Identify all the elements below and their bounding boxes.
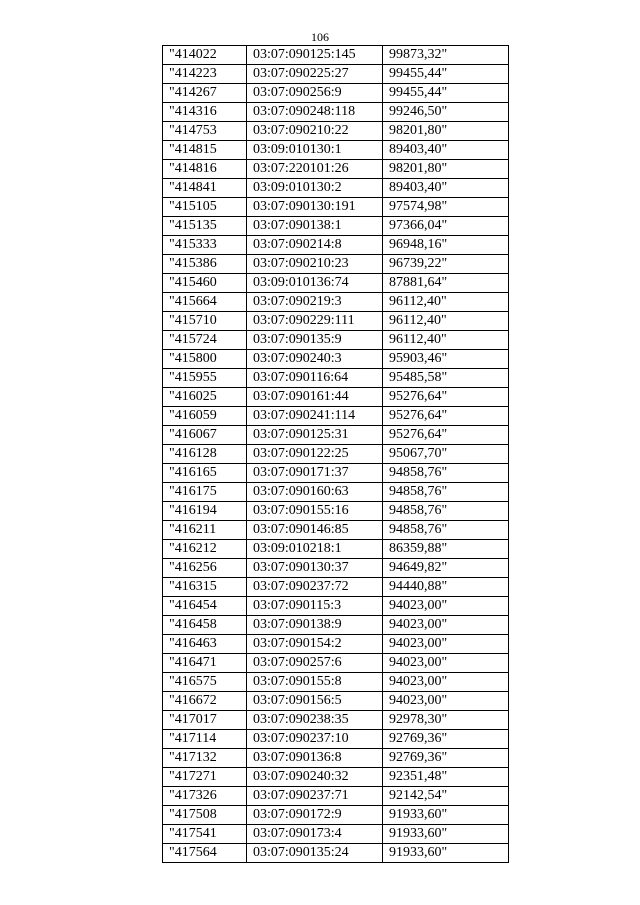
record-number-cell: "417564 <box>163 844 247 863</box>
value-cell: 94858,76" <box>383 464 509 483</box>
value-cell: 97574,98" <box>383 198 509 217</box>
value-cell: 95276,64" <box>383 407 509 426</box>
cadastral-number-cell: 03:09:010130:2 <box>247 179 383 198</box>
value-cell: 86359,88" <box>383 540 509 559</box>
table-row <box>163 806 509 825</box>
value-cell: 99455,44" <box>383 84 509 103</box>
value-cell: 95276,64" <box>383 388 509 407</box>
cadastral-number-cell: 03:07:090238:35 <box>247 711 383 730</box>
record-number-cell: "414223 <box>163 65 247 84</box>
record-number-cell: "417508 <box>163 806 247 825</box>
cadastral-number-cell: 03:07:090240:32 <box>247 768 383 787</box>
cadastral-number-cell: 03:07:090122:25 <box>247 445 383 464</box>
cadastral-number-cell: 03:07:090130:191 <box>247 198 383 217</box>
cadastral-number-cell: 03:07:090237:72 <box>247 578 383 597</box>
record-number-cell: "416471 <box>163 654 247 673</box>
table-row <box>163 274 509 293</box>
record-number-cell: "416463 <box>163 635 247 654</box>
table-row <box>163 160 509 179</box>
cadastral-number-cell: 03:07:090256:9 <box>247 84 383 103</box>
cadastral-number-cell: 03:09:010136:74 <box>247 274 383 293</box>
value-cell: 99455,44" <box>383 65 509 84</box>
table-row <box>163 749 509 768</box>
record-number-cell: "415386 <box>163 255 247 274</box>
value-cell: 94649,82" <box>383 559 509 578</box>
value-cell: 96948,16" <box>383 236 509 255</box>
record-number-cell: "415460 <box>163 274 247 293</box>
value-cell: 94858,76" <box>383 521 509 540</box>
table-row <box>163 540 509 559</box>
cadastral-number-cell: 03:09:010130:1 <box>247 141 383 160</box>
cadastral-number-cell: 03:07:090155:16 <box>247 502 383 521</box>
record-number-cell: "415800 <box>163 350 247 369</box>
value-cell: 94023,00" <box>383 654 509 673</box>
record-number-cell: "416212 <box>163 540 247 559</box>
table-row <box>163 198 509 217</box>
record-number-cell: "414815 <box>163 141 247 160</box>
cadastral-number-cell: 03:07:090161:44 <box>247 388 383 407</box>
table-row <box>163 787 509 806</box>
table-row <box>163 350 509 369</box>
table-row <box>163 407 509 426</box>
value-cell: 91933,60" <box>383 825 509 844</box>
table-row <box>163 559 509 578</box>
cadastral-number-cell: 03:07:090125:145 <box>247 46 383 65</box>
record-number-cell: "416454 <box>163 597 247 616</box>
table-row <box>163 844 509 863</box>
table-row <box>163 825 509 844</box>
record-number-cell: "416128 <box>163 445 247 464</box>
data-table <box>162 45 509 863</box>
value-cell: 96112,40" <box>383 312 509 331</box>
table-row <box>163 502 509 521</box>
value-cell: 89403,40" <box>383 141 509 160</box>
value-cell: 92978,30" <box>383 711 509 730</box>
cadastral-number-cell: 03:07:090135:24 <box>247 844 383 863</box>
record-number-cell: "416067 <box>163 426 247 445</box>
record-number-cell: "417326 <box>163 787 247 806</box>
table-row <box>163 768 509 787</box>
cadastral-number-cell: 03:07:090214:8 <box>247 236 383 255</box>
value-cell: 92769,36" <box>383 749 509 768</box>
record-number-cell: "416175 <box>163 483 247 502</box>
cadastral-number-cell: 03:07:090135:9 <box>247 331 383 350</box>
cadastral-number-cell: 03:07:090116:64 <box>247 369 383 388</box>
cadastral-number-cell: 03:07:090136:8 <box>247 749 383 768</box>
cadastral-number-cell: 03:07:090225:27 <box>247 65 383 84</box>
value-cell: 95485,58" <box>383 369 509 388</box>
cadastral-number-cell: 03:07:090171:37 <box>247 464 383 483</box>
value-cell: 91933,60" <box>383 806 509 825</box>
record-number-cell: "414753 <box>163 122 247 141</box>
value-cell: 99873,32" <box>383 46 509 65</box>
table-row <box>163 65 509 84</box>
record-number-cell: "414841 <box>163 179 247 198</box>
value-cell: 95903,46" <box>383 350 509 369</box>
record-number-cell: "416672 <box>163 692 247 711</box>
record-number-cell: "414022 <box>163 46 247 65</box>
value-cell: 98201,80" <box>383 122 509 141</box>
value-cell: 95276,64" <box>383 426 509 445</box>
record-number-cell: "416256 <box>163 559 247 578</box>
record-number-cell: "415724 <box>163 331 247 350</box>
record-number-cell: "416165 <box>163 464 247 483</box>
value-cell: 94023,00" <box>383 635 509 654</box>
value-cell: 91933,60" <box>383 844 509 863</box>
cadastral-number-cell: 03:07:090172:9 <box>247 806 383 825</box>
value-cell: 94440,88" <box>383 578 509 597</box>
record-number-cell: "417132 <box>163 749 247 768</box>
table-row <box>163 578 509 597</box>
table-row <box>163 692 509 711</box>
table-row <box>163 426 509 445</box>
record-number-cell: "415710 <box>163 312 247 331</box>
value-cell: 89403,40" <box>383 179 509 198</box>
value-cell: 98201,80" <box>383 160 509 179</box>
table-row <box>163 369 509 388</box>
table-row <box>163 122 509 141</box>
cadastral-number-cell: 03:07:090125:31 <box>247 426 383 445</box>
record-number-cell: "416575 <box>163 673 247 692</box>
table-row <box>163 388 509 407</box>
table-row <box>163 464 509 483</box>
record-number-cell: "414816 <box>163 160 247 179</box>
record-number-cell: "416059 <box>163 407 247 426</box>
value-cell: 87881,64" <box>383 274 509 293</box>
table-row <box>163 331 509 350</box>
record-number-cell: "415105 <box>163 198 247 217</box>
value-cell: 96112,40" <box>383 331 509 350</box>
record-number-cell: "415664 <box>163 293 247 312</box>
record-number-cell: "415333 <box>163 236 247 255</box>
record-number-cell: "417271 <box>163 768 247 787</box>
value-cell: 92769,36" <box>383 730 509 749</box>
value-cell: 99246,50" <box>383 103 509 122</box>
cadastral-number-cell: 03:07:090219:3 <box>247 293 383 312</box>
record-number-cell: "416211 <box>163 521 247 540</box>
cadastral-number-cell: 03:07:090173:4 <box>247 825 383 844</box>
cadastral-number-cell: 03:07:090130:37 <box>247 559 383 578</box>
cadastral-number-cell: 03:07:090138:1 <box>247 217 383 236</box>
table-row <box>163 483 509 502</box>
record-number-cell: "415135 <box>163 217 247 236</box>
table-body <box>163 46 509 863</box>
value-cell: 97366,04" <box>383 217 509 236</box>
cadastral-number-cell: 03:07:090210:23 <box>247 255 383 274</box>
record-number-cell: "416194 <box>163 502 247 521</box>
table-row <box>163 84 509 103</box>
cadastral-number-cell: 03:07:090248:118 <box>247 103 383 122</box>
cadastral-number-cell: 03:07:090257:6 <box>247 654 383 673</box>
cadastral-number-cell: 03:07:090237:71 <box>247 787 383 806</box>
cadastral-number-cell: 03:07:090241:114 <box>247 407 383 426</box>
cadastral-number-cell: 03:07:090115:3 <box>247 597 383 616</box>
table-row <box>163 711 509 730</box>
record-number-cell: "417114 <box>163 730 247 749</box>
table-row <box>163 46 509 65</box>
table-row <box>163 179 509 198</box>
table-row <box>163 616 509 635</box>
table-row <box>163 445 509 464</box>
table-row <box>163 293 509 312</box>
cadastral-number-cell: 03:07:090146:85 <box>247 521 383 540</box>
table-row <box>163 635 509 654</box>
record-number-cell: "414267 <box>163 84 247 103</box>
value-cell: 92142,54" <box>383 787 509 806</box>
table-row <box>163 654 509 673</box>
cadastral-number-cell: 03:07:090210:22 <box>247 122 383 141</box>
table-row <box>163 141 509 160</box>
cadastral-number-cell: 03:07:090240:3 <box>247 350 383 369</box>
record-number-cell: "416458 <box>163 616 247 635</box>
value-cell: 92351,48" <box>383 768 509 787</box>
page-number: 106 <box>311 30 329 44</box>
value-cell: 94023,00" <box>383 616 509 635</box>
cadastral-number-cell: 03:09:010218:1 <box>247 540 383 559</box>
table-row <box>163 312 509 331</box>
table-row <box>163 217 509 236</box>
value-cell: 94023,00" <box>383 597 509 616</box>
table-row <box>163 730 509 749</box>
cadastral-number-cell: 03:07:220101:26 <box>247 160 383 179</box>
cadastral-number-cell: 03:07:090138:9 <box>247 616 383 635</box>
record-number-cell: "417017 <box>163 711 247 730</box>
cadastral-number-cell: 03:07:090237:10 <box>247 730 383 749</box>
record-number-cell: "414316 <box>163 103 247 122</box>
value-cell: 95067,70" <box>383 445 509 464</box>
table-row <box>163 236 509 255</box>
cadastral-number-cell: 03:07:090229:111 <box>247 312 383 331</box>
table-row <box>163 103 509 122</box>
cadastral-number-cell: 03:07:090156:5 <box>247 692 383 711</box>
value-cell: 94023,00" <box>383 692 509 711</box>
record-number-cell: "417541 <box>163 825 247 844</box>
table-row <box>163 255 509 274</box>
record-number-cell: "415955 <box>163 369 247 388</box>
table-row <box>163 597 509 616</box>
cadastral-number-cell: 03:07:090154:2 <box>247 635 383 654</box>
value-cell: 94023,00" <box>383 673 509 692</box>
table-row <box>163 521 509 540</box>
record-number-cell: "416025 <box>163 388 247 407</box>
cadastral-number-cell: 03:07:090155:8 <box>247 673 383 692</box>
value-cell: 96112,40" <box>383 293 509 312</box>
table-row <box>163 673 509 692</box>
record-number-cell: "416315 <box>163 578 247 597</box>
cadastral-number-cell: 03:07:090160:63 <box>247 483 383 502</box>
value-cell: 94858,76" <box>383 483 509 502</box>
value-cell: 96739,22" <box>383 255 509 274</box>
value-cell: 94858,76" <box>383 502 509 521</box>
